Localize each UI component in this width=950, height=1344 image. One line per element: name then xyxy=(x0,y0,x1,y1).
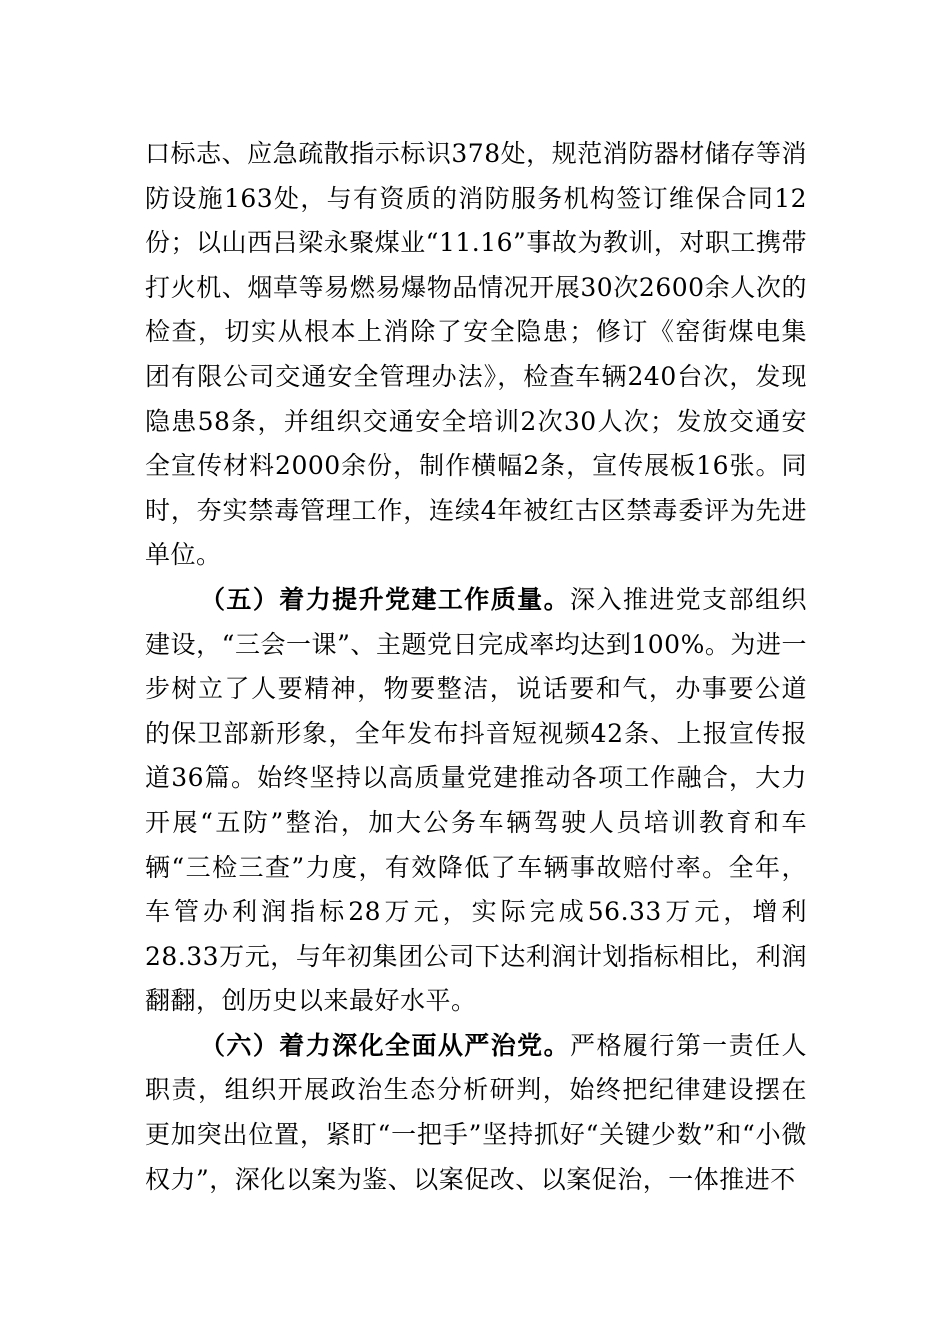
paragraph-3-text: 严格履行第一责任人职责，组织开展政治生态分析研判，始终把纪律建设摆在更加突出位置，紧盯“一把手”坚持抓好“关键少数”和“小微权力”，深化以案为鉴、以案促改、以案促治，一体推进不 xyxy=(145,1030,807,1194)
section-5-heading: （五）着力提升党建工作质量。 xyxy=(200,584,571,614)
paragraph-1-text: 口标志、应急疏散指示标识378处，规范消防器材储存等消防设施163处，与有资质的消防服务机构签订维保合同12份；以山西吕梁永聚煤业“11.16”事故为教训，对职工携带打火机、烟草等易燃易爆物品情况开展30次2600余人次的检查，切实从根本上消除了安全隐患；修订《窑街煤电集团有限公司交通安全管理办法》，检查车辆240台次，发现隐患58条，并组织交通安全培训2次30人次；发放交通安全宣传材料2000余份，制作横幅2条，宣传展板16张。同时，夯实禁毒管理工作，连续4年被红古区禁毒委评为先进单位。 xyxy=(145,139,807,570)
paragraph-2-text: 深入推进党支部组织建设，“三会一课”、主题党日完成率均达到100%。为进一步树立了人要精神，物要整洁，说话要和气，办事要公道的保卫部新形象，全年发布抖音短视频42条、上报宣传报道36篇。始终坚持以高质量党建推动各项工作融合，大力开展“五防”整治，加大公务车辆驾驶人员培训教育和车辆“三检三查”力度，有效降低了车辆事故赔付率。全年，车管办利润指标28万元，实际完成56.33万元，增利28.33万元，与年初集团公司下达利润计划指标相比，利润翻翻，创历史以来最好水平。 xyxy=(145,584,807,1016)
section-6-heading: （六）着力深化全面从严治党。 xyxy=(200,1030,571,1060)
paragraph-1 xyxy=(145,132,807,578)
paragraph-3 xyxy=(145,1024,807,1202)
paragraph-2 xyxy=(145,578,807,1024)
body-text xyxy=(145,132,807,1202)
